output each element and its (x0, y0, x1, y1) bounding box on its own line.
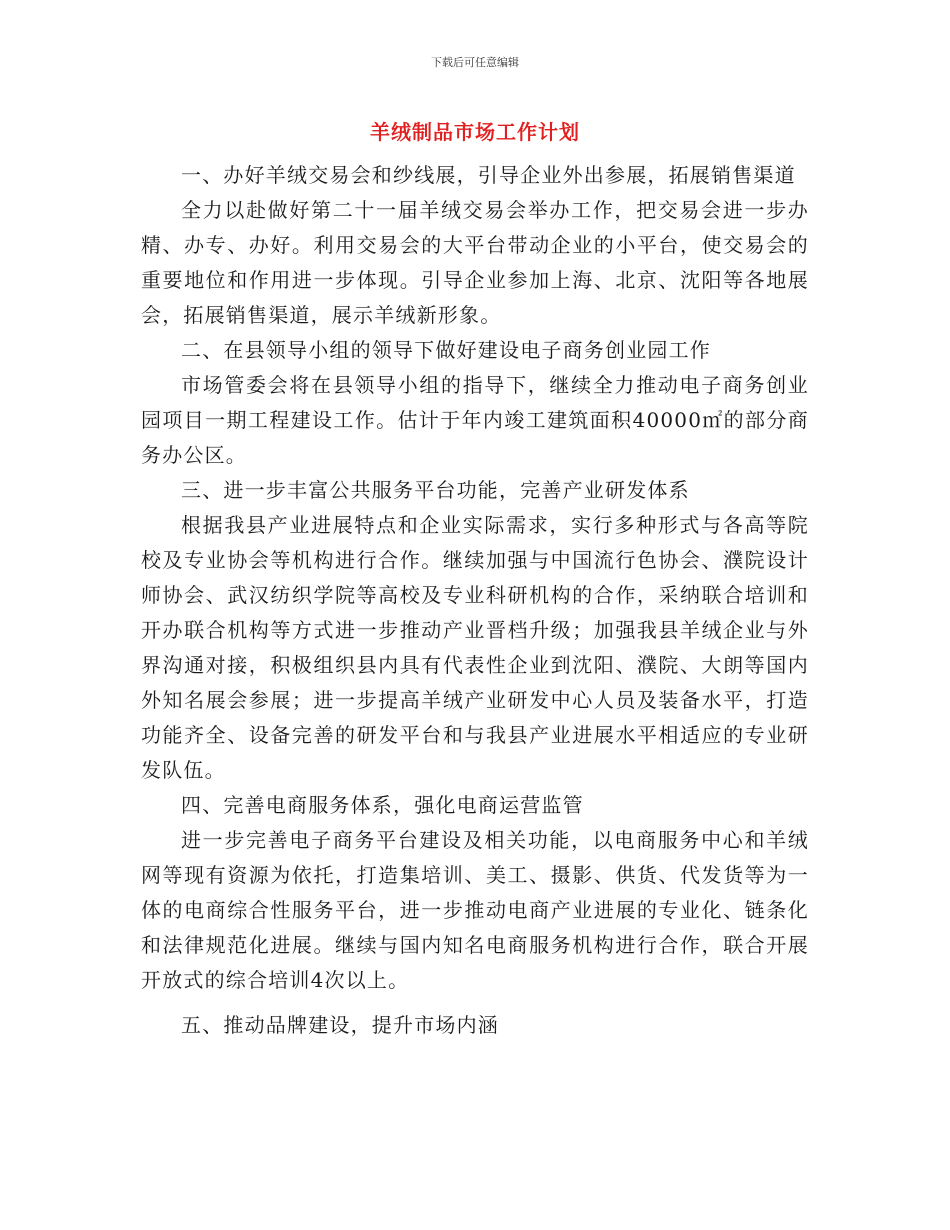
section-heading-3: 三、进一步丰富公共服务平台功能，完善产业研发体系 (181, 478, 690, 502)
header-note: 下载后可任意编辑 (431, 56, 519, 69)
section-heading-5: 五、推动品牌建设，提升市场内涵 (181, 1013, 499, 1037)
section-heading-4: 四、完善电商服务体系，强化电商运营监管 (181, 793, 584, 817)
section-heading-1: 一、办好羊绒交易会和纱线展，引导企业外出参展，拓展销售渠道 (181, 163, 796, 187)
section-body-3: 根据我县产业进展特点和企业实际需求，实行多种形式与各高等院校及专业协会等机构进行合作。继续加强与中国流行色协会、濮院设计师协会、武汉纺织学院等高校及专业科研机构的合作，采纳联合培训和开办联合机构等方式进一步推动产业晋档升级；加强我县羊绒企业与外界沟通对接，积极组织县内具有代表性企业到沈阳、濮院、大朗等国内外知名展会参展；进一步提高羊绒产业研发中心人员及装备水平，打造功能齐全、设备完善的研发平台和与我县产业进展水平相适应的专业研发队伍。 (141, 513, 809, 782)
document-title: 羊绒制品市场工作计划 (370, 120, 580, 144)
section-body-2: 市场管委会将在县领导小组的指导下，继续全力推动电子商务创业园项目一期工程建设工作。估计于年内竣工建筑面积40000㎡的部分商务办公区。 (141, 373, 809, 467)
section-body-1: 全力以赴做好第二十一届羊绒交易会举办工作，把交易会进一步办精、办专、办好。利用交易会的大平台带动企业的小平台，使交易会的重要地位和作用进一步体现。引导企业参加上海、北京、沈阳等各地展会，拓展销售渠道，展示羊绒新形象。 (141, 198, 809, 327)
document-body (141, 158, 809, 1043)
section-body-4: 进一步完善电子商务平台建设及相关功能，以电商服务中心和羊绒网等现有资源为依托，打造集培训、美工、摄影、供货、代发货等为一体的电商综合性服务平台，进一步推动电商产业进展的专业化、链条化和法律规范化进展。继续与国内知名电商服务机构进行合作，联合开展开放式的综合培训4次以上。 (141, 828, 809, 992)
section-heading-2: 二、在县领导小组的领导下做好建设电子商务创业园工作 (181, 338, 711, 362)
